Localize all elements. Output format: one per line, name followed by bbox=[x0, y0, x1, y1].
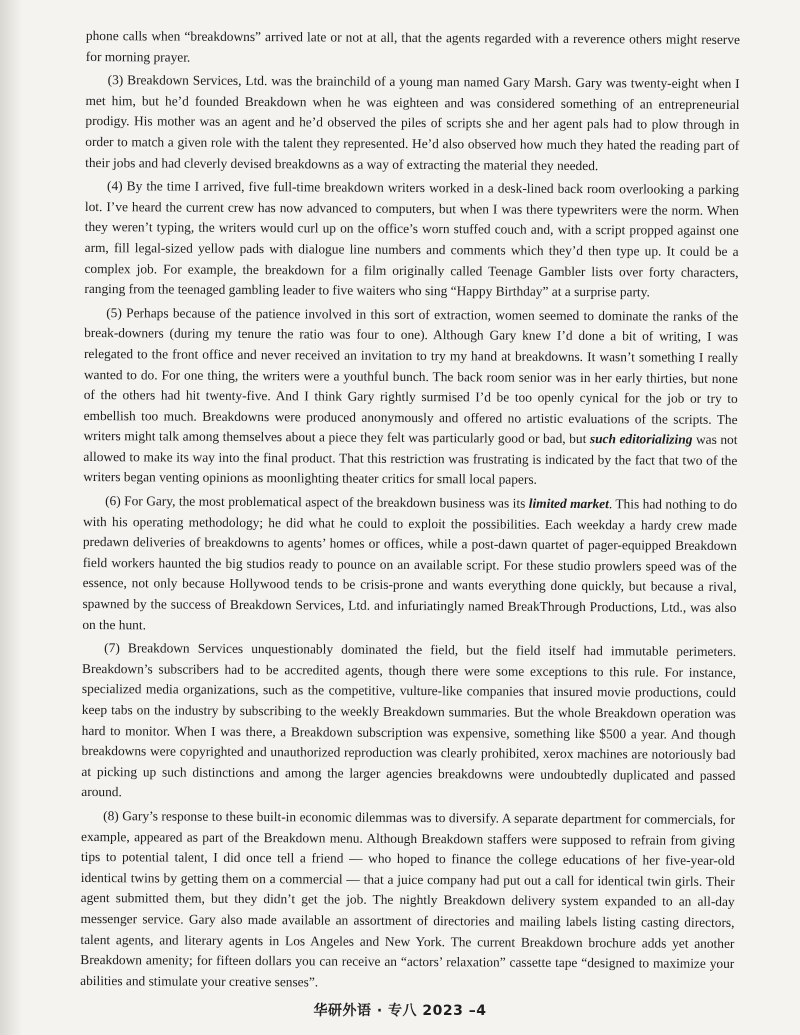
paragraph-8: (8) Gary’s response to these built-in economic dilemmas was to diversify. A separate department for commercials, for example, appeared as part of the Breakdown menu. Although Breakdown staffers were supposed to refrain from giving tips to potential talent, I did once tell a friend — who hoped to finance the college educations of her five-year-old identical twins by getting them on a commercial — that a juice company had put out a call for identical twin girls. Their agent submitted them, but they didn’t get the job. The nightly Breakdown delivery system expanded to an all-day messenger service. Gary also made available an assortment of directories and mailing labels listing casting directors, talent agents, and literary agents in Los Angeles and New York. The current Breakdown brochure adds yet another Breakdown amenity; for fifteen dollars you can receive an “actors’ relaxation” cassette tape “designed to maximize your abilities and stimulate your creative senses”. bbox=[80, 808, 736, 990]
paragraph-7: (7) Breakdown Services unquestionably dominated the field, but the field itself had immutable perimeters. Breakdown’s subscribers had to be accredited agents, though there were some exceptions to this rule. For instance, specialized media organizations, such as the competitive, vulture-like companies that insured movie productions, could keep tabs on the industry by subscribing to the weekly Breakdown summaries. But the whole Breakdown operation was hard to monitor. When I was there, a Breakdown subscription was expensive, something like $500 a year. And though breakdowns were copyrighted and unauthorized reproduction was clearly prohibited, xerox machines are notoriously bad at picking up such distinctions and among the larger agencies breakdowns were undoubtedly duplicated and passed around. bbox=[81, 640, 737, 800]
page-footer: 华研外语 · 专八 2023 –4 bbox=[313, 1003, 487, 1019]
paragraph-3: (3) Breakdown Services, Ltd. was the brainchild of a young man named Gary Marsh. Gary was twenty-eight when I met him, but he’d founded Breakdown when he was eighteen and was considered something of an entrepreneurial prodigy. His mother was an agent and he’d observed the piles of scripts she and her agent pals had to plow through in order to match a given role with the talent they represented. He’d also observed how much they hated the reading part of their jobs and had cleverly devised breakdowns as a way of extracting the material they needed. bbox=[85, 72, 740, 173]
reading-passage bbox=[80, 26, 740, 995]
paragraph-5-text-b: was not allowed to make its way into the final product. That this restriction was frustrating is indicated by the fact that two of the writers began venting opinions as moonlighting theater critics for small local papers. bbox=[83, 432, 738, 488]
highlighted-term-editorializing: such editorializing bbox=[589, 431, 693, 447]
paragraph-6-text-b: . This had nothing to do with his operating methodology; he did what he could to exploit the possibilities. Each weekday a hardy crew made predawn deliveries of breakdowns to agents’ homes or offices, while a post-dawn quartet of pager-equipped Breakdown field workers haunted the big studios ready to pounce on an available script. For these studio prowlers speed was of the essence, not only because Hollywood tends to be crisis-prone and wants everything done quickly, but because a rival, spawned by the success of Breakdown Services, Ltd. and infuriatingly named BreakThrough Productions, Ltd., was also on the hunt. bbox=[82, 496, 738, 633]
highlighted-term-limited-market: limited market bbox=[528, 495, 609, 512]
paragraph-6 bbox=[82, 491, 737, 639]
paragraph-5 bbox=[83, 303, 738, 492]
paragraph-4: (4) By the time I arrived, five full-time breakdown writers worked in a desk-lined back room overlooking a parking lot. I’ve heard the current crew has now advanced to computers, but when I was there typewriters were the norm. When they weren’t typing, the writers would curl up on the office’s worn stuffed couch and, with a script propped against one arm, fill legal-sized yellow pads with dialogue line numbers and comments which they’d then type up. It could be a complex job. For example, the breakdown for a film originally called Teenage Gambler lists over forty characters, ranging from the teenaged gambling leader to five waiters who sing “Happy Birthday” at a surprise party. bbox=[84, 178, 740, 300]
paragraph-6-text-a: (6) For Gary, the most problematical aspect of the breakdown business was its bbox=[105, 493, 526, 511]
paragraph-5-text-a: (5) Perhaps because of the patience involved in this sort of extraction, women seemed to dominate the ranks of the break-downers (during my tenure the ratio was four to one). Although Gary knew I’d done a bit of writing, I was relegated to the front office and never received an invitation to try my hand at breakdowns. It wasn’t something I really wanted to do. For one thing, the writers were a youthful bunch. The back room senior was in her early thirties, but none of the others had hit twenty-five. And I think Gary rightly surmised I’d be too openly cynical for the job or try to embellish too much. Breakdowns were produced anonymously and offered no artistic evaluations of the scripts. The writers might talk among themselves about a piece they felt was particularly good or bad, but bbox=[83, 304, 739, 447]
paragraph-continued: phone calls when “breakdowns” arrived late or not at all, that the agents regarded with a reverence others might reserve for morning prayer. bbox=[85, 27, 740, 65]
